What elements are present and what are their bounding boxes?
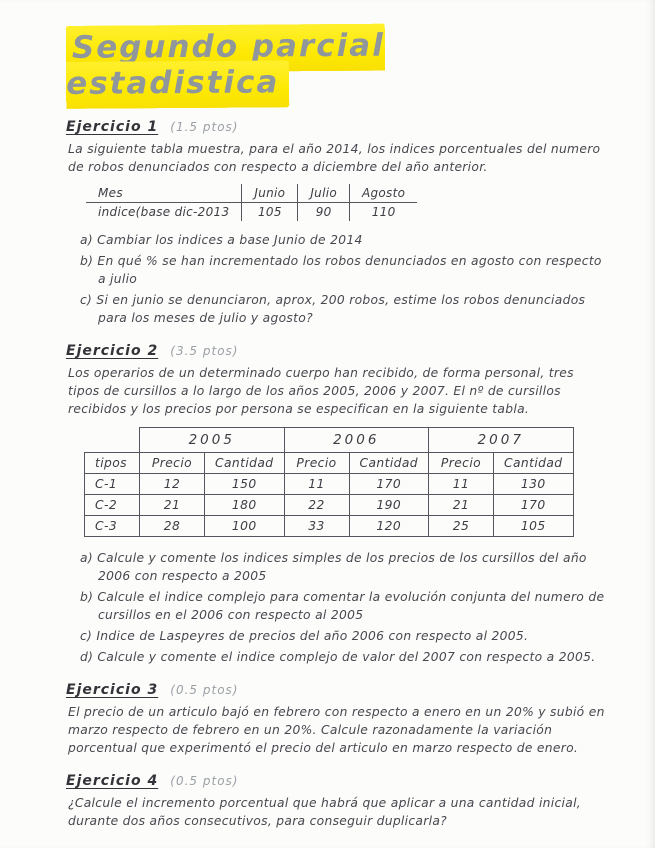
exercise-4-text: ¿Calcule el incremento porcentual que habrá que aplicar a una cantidad inicial, durante dos años consecutivos, para conseguir duplicarla? xyxy=(68,796,582,828)
table-header-cell: Cantidad xyxy=(494,453,574,474)
table-cell: 90 xyxy=(298,203,350,222)
table-cell: 11 xyxy=(429,474,494,495)
table-cell: 33 xyxy=(284,516,349,537)
exercise-1-title: Ejercicio 1 xyxy=(66,119,159,135)
exercise-2-intro: Los operarios de un determinado cuerpo han recibido, de forma personal, tres tipos de cursillos a lo largo de los años 2005, 2006 y 2007. El nº de cursillos recibidos y los precios por persona se especifican en la siguiente tabla. xyxy=(68,366,574,416)
exercise-1-intro: La siguiente tabla muestra, para el año 2014, los indices porcentuales del numero de robos denunciados con respecto a diciembre del año anterior. xyxy=(68,142,601,174)
table-row xyxy=(85,516,574,537)
exercise-3-section xyxy=(66,679,607,757)
exercise-2-title: Ejercicio 2 xyxy=(66,343,159,359)
table-header-cell: Cantidad xyxy=(205,453,285,474)
exercise-4-section xyxy=(66,770,607,830)
table-cell: 120 xyxy=(349,516,429,537)
table-header-cell: Julio xyxy=(298,184,350,203)
list-item: d) Calcule y comente el indice complejo de valor del 2007 con respecto a 2005. xyxy=(80,650,596,664)
table-header-cell: Junio xyxy=(242,184,298,203)
exercise-2-items xyxy=(80,549,607,666)
table-cell: 105 xyxy=(494,516,574,537)
table-header-cell: Cantidad xyxy=(349,453,429,474)
table-cell: 12 xyxy=(140,474,205,495)
list-item: c) Si en junio se denunciaron, aprox, 200 robos, estime los robos denunciados para los meses de julio y agosto? xyxy=(80,293,586,325)
table-cell: 170 xyxy=(494,495,574,516)
table-cell: 130 xyxy=(494,474,574,495)
table-cell: 11 xyxy=(284,474,349,495)
table-cell: 28 xyxy=(140,516,205,537)
exercise-1-section xyxy=(66,116,607,327)
table-header-cell: Precio xyxy=(284,453,349,474)
courses-table xyxy=(84,427,574,537)
table-row-label: C-1 xyxy=(85,474,140,495)
exercise-4-title: Ejercicio 4 xyxy=(66,773,159,789)
table-corner-cell xyxy=(85,428,140,453)
exercise-1-points: (1.5 ptos) xyxy=(170,120,239,134)
exercise-2-points: (3.5 ptos) xyxy=(170,344,239,358)
year-header-cell: 2005 xyxy=(140,428,285,453)
table-header-cell: Mes xyxy=(86,184,242,203)
list-item: b) En qué % se han incrementado los robos denunciados en agosto con respecto a julio xyxy=(80,254,602,286)
table-cell: 190 xyxy=(349,495,429,516)
table-row xyxy=(85,474,574,495)
table-cell: 110 xyxy=(349,203,417,222)
exercise-1-heading xyxy=(66,116,607,135)
table-cell: 105 xyxy=(242,203,298,222)
exercise-4-points: (0.5 ptos) xyxy=(170,774,239,788)
table-cell: 180 xyxy=(205,495,285,516)
table-row xyxy=(86,184,417,203)
table-row-label: C-3 xyxy=(85,516,140,537)
table-cell: 100 xyxy=(205,516,285,537)
page-title: Segundo parcial estadistica xyxy=(66,24,385,109)
exercise-3-heading xyxy=(66,679,607,698)
list-item: b) Calcule el indice complejo para comentar la evolución conjunta del numero de cursillos en el 2006 con respecto al 2005 xyxy=(80,590,605,622)
exercise-3-title: Ejercicio 3 xyxy=(66,682,159,698)
list-item: a) Cambiar los indices a base Junio de 2014 xyxy=(80,233,363,247)
table-cell: 25 xyxy=(429,516,494,537)
table-cell: 170 xyxy=(349,474,429,495)
exercise-3-points: (0.5 ptos) xyxy=(170,683,239,697)
table-row xyxy=(85,428,574,453)
table-row xyxy=(85,495,574,516)
table-row-label: indice(base dic-2013 xyxy=(98,205,230,219)
list-item: a) Calcule y comente los indices simples de los precios de los cursillos del año 2006 con respecto a 2005 xyxy=(80,551,587,583)
list-item: c) Indice de Laspeyres de precios del año 2006 con respecto al 2005. xyxy=(80,629,529,643)
year-header-cell: 2007 xyxy=(429,428,574,453)
table-row-label: C-2 xyxy=(85,495,140,516)
exercise-4-heading xyxy=(66,770,607,789)
table-header-cell: Precio xyxy=(429,453,494,474)
table-header-cell: Precio xyxy=(140,453,205,474)
year-header-cell: 2006 xyxy=(284,428,429,453)
table-header-cell: Agosto xyxy=(349,184,417,203)
table-cell: 22 xyxy=(284,495,349,516)
exercise-1-items xyxy=(80,231,607,327)
exercise-2-heading xyxy=(66,340,607,359)
exercise-3-text: El precio de un articulo bajó en febrero con respecto a enero en un 20% y subió en marzo respecto de febrero en un 20%. Calcule razonadamente la variación porcentual que experimentó el precio del articulo en marzo respecto de enero. xyxy=(68,705,605,755)
table-cell: 21 xyxy=(140,495,205,516)
table-row xyxy=(86,203,417,222)
robbery-index-table xyxy=(86,184,417,221)
table-header-cell: tipos xyxy=(85,453,140,474)
table-cell: 21 xyxy=(429,495,494,516)
table-cell: 150 xyxy=(205,474,285,495)
table-row xyxy=(85,453,574,474)
exercise-2-section xyxy=(66,340,607,666)
title-block xyxy=(66,26,607,102)
